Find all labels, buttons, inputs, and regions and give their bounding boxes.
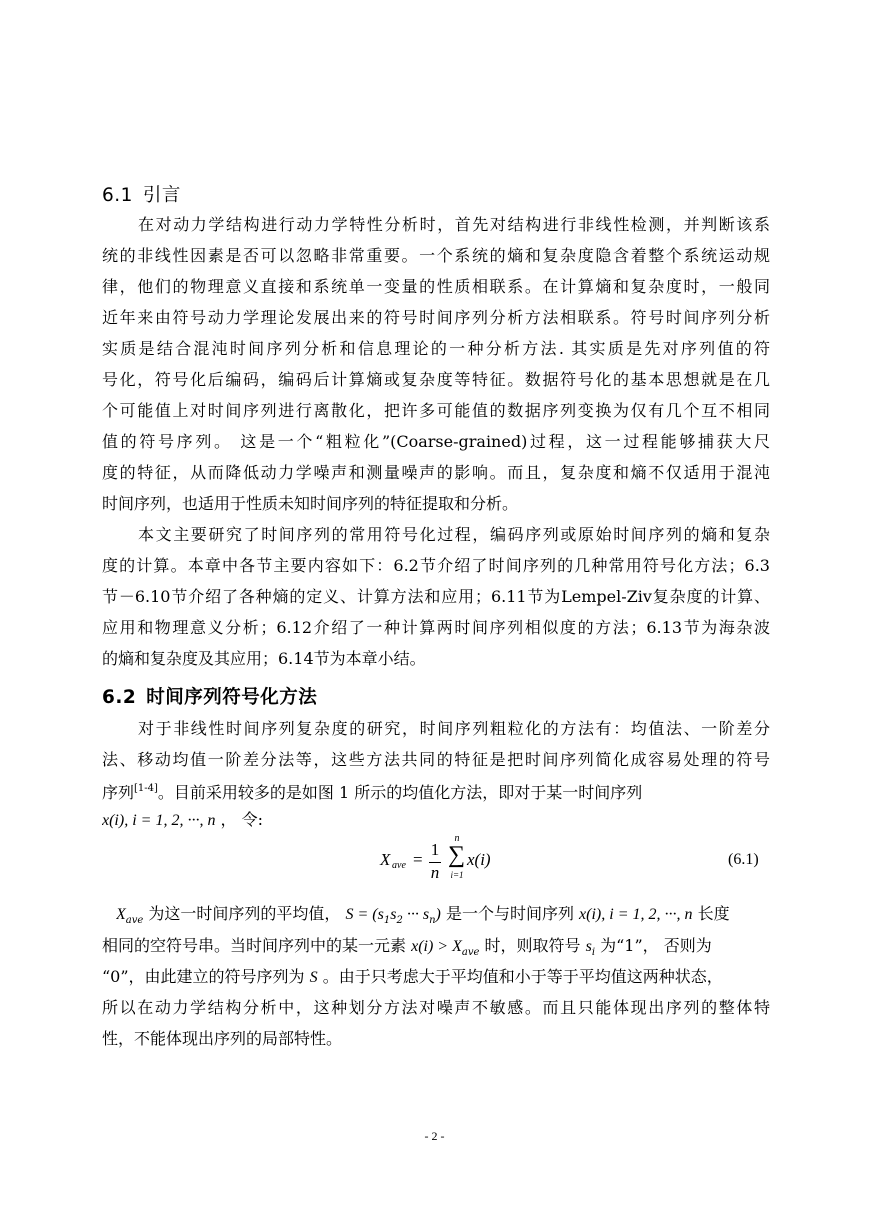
inline-math: S [309, 969, 318, 986]
section-heading-6-1 [102, 181, 181, 207]
section-number: 6.1 [102, 185, 133, 206]
paragraph-line [116, 904, 770, 931]
text-run: 为这一时间序列的平均值， [143, 904, 346, 923]
section-title: 引言 [142, 185, 181, 206]
paragraph-line: 的熵和复杂度及其应用；6.14节为本章小结。 [102, 649, 426, 668]
sum-upper-limit: n [454, 833, 460, 844]
section-title: 时间序列符号化方法 [146, 687, 318, 708]
inline-math: x(i), i = 1, 2, ···, n [579, 906, 693, 923]
paragraph-line [102, 779, 770, 803]
paragraph-line [102, 967, 770, 988]
citation: [1-4] [134, 783, 158, 794]
subscript: 1 [383, 915, 391, 926]
paragraph-line: 值的符号序列。 这是一个“粗粒化”(Coarse-grained)过程，这一过程能够捕获大尺 [102, 432, 770, 451]
inline-math: ) [435, 906, 441, 923]
paragraph-line: 度的计算。本章中各节主要内容如下：6.2节介绍了时间序列的几种常用符号化方法；6.3 [102, 556, 770, 575]
subscript: ave [125, 915, 144, 926]
paragraph-line: 度的特征，从而降低动力学噪声和测量噪声的影响。而且，复杂度和熵不仅适用于混沌 [102, 463, 770, 482]
text-run: 时，则取符号 [479, 936, 586, 955]
subscript: i [591, 947, 596, 958]
inline-math: s [585, 938, 592, 955]
paragraph-line [102, 936, 770, 963]
paragraph-line: 统的非线性因素是否可以忽略非常重要。一个系统的熵和复杂度隐含着整个系统运动规 [102, 246, 770, 265]
paragraph-line: 在对动力学结构进行动力学特性分析时，首先对结构进行非线性检测，并判断该系 [138, 215, 770, 234]
fraction-denominator: n [430, 863, 440, 882]
text-run: 为“1”， 否则为 [595, 936, 712, 955]
equation-6-1 [380, 833, 520, 890]
equation-lhs: X [380, 850, 391, 869]
paragraph-line: 律，他们的物理意义直接和系统单一变量的性质相联系。在计算熵和复杂度时，一般同 [102, 277, 770, 296]
text-run: 序列 [102, 783, 135, 802]
equation-equals: = [413, 850, 423, 869]
paragraph-line: 本文主要研究了时间序列的常用符号化过程，编码序列或原始时间序列的熵和复杂 [138, 525, 770, 544]
paragraph-line: 个可能值上对时间序列进行离散化，把许多可能值的数据序列变换为仅有几个互不相同 [102, 401, 770, 420]
subscript: n [429, 915, 436, 926]
paragraph-line: 号化，符号化后编码，编码后计算熵或复杂度等特征。数据符号化的基本思想就是在几 [102, 370, 770, 389]
paragraph-line: 所以在动力学结构分析中，这种划分方法对噪声不敏感。而且只能体现出序列的整体特 [102, 998, 770, 1017]
summation-term: x(i) [467, 850, 491, 869]
subscript: ave [461, 947, 480, 958]
subscript: 2 [396, 915, 403, 926]
paragraph-line: 应用和物理意义分析；6.12介绍了一种计算两时间序列相似度的方法；6.13节为海杂波 [102, 618, 770, 637]
paragraph-line: 时间序列，也适用于性质未知时间序列的特征提取和分析。 [102, 494, 519, 513]
text-run: 长度 [692, 904, 730, 923]
section-number: 6.2 [102, 687, 137, 708]
text-run: ， 令: [215, 810, 264, 829]
sum-lower-limit: i=1 [450, 870, 464, 880]
paragraph-line: 性，不能体现出序列的局部特性。 [102, 1029, 343, 1048]
inline-math: X [116, 906, 126, 923]
paragraph-line [102, 810, 770, 831]
paragraph-line: 节－6.10节介绍了各种熵的定义、计算方法和应用；6.11节为Lempel-Ziv复杂度的计算、 [102, 587, 770, 606]
inline-math: s [390, 906, 397, 923]
text-run: 。由于只考虑大于平均值和小于等于平均值这两种状态， [317, 967, 723, 986]
inline-math: x(i) > X [411, 938, 462, 955]
paragraph-line: 实质是结合混沌时间序列分析和信息理论的一种分析方法. 其实质是先对序列值的符 [102, 339, 770, 358]
paragraph-line: 法、移动均值一阶差分法等，这些方法共同的特征是把时间序列简化成容易处理的符号 [102, 750, 770, 769]
summation-symbol: ∑ [448, 842, 466, 868]
text-run: 是一个与时间序列 [440, 904, 580, 923]
section-heading-6-2 [102, 683, 317, 709]
paragraph-line: 近年来由符号动力学理论发展出来的符号时间序列分析方法相联系。符号时间序列分析 [102, 308, 770, 327]
equation-number: (6.1) [728, 851, 759, 868]
inline-math: ··· s [402, 906, 430, 923]
text-run: 。目前采用较多的是如图 1 所示的均值化方法，即对于某一时间序列 [157, 783, 643, 802]
page-number: - 2 - [424, 1129, 445, 1143]
equation-lhs-subscript: ave [392, 860, 406, 871]
text-run: 相同的空符号串。当时间序列中的某一元素 [102, 936, 412, 955]
fraction-numerator: 1 [430, 840, 440, 859]
text-run: “0”，由此建立的符号序列为 [102, 967, 310, 986]
inline-math: S = (s [345, 906, 384, 923]
paragraph-line: 对于非线性时间序列复杂度的研究，时间序列粗粒化的方法有：均值法、一阶差分 [138, 719, 770, 738]
inline-math: x(i), i = 1, 2, ···, n [102, 812, 216, 829]
